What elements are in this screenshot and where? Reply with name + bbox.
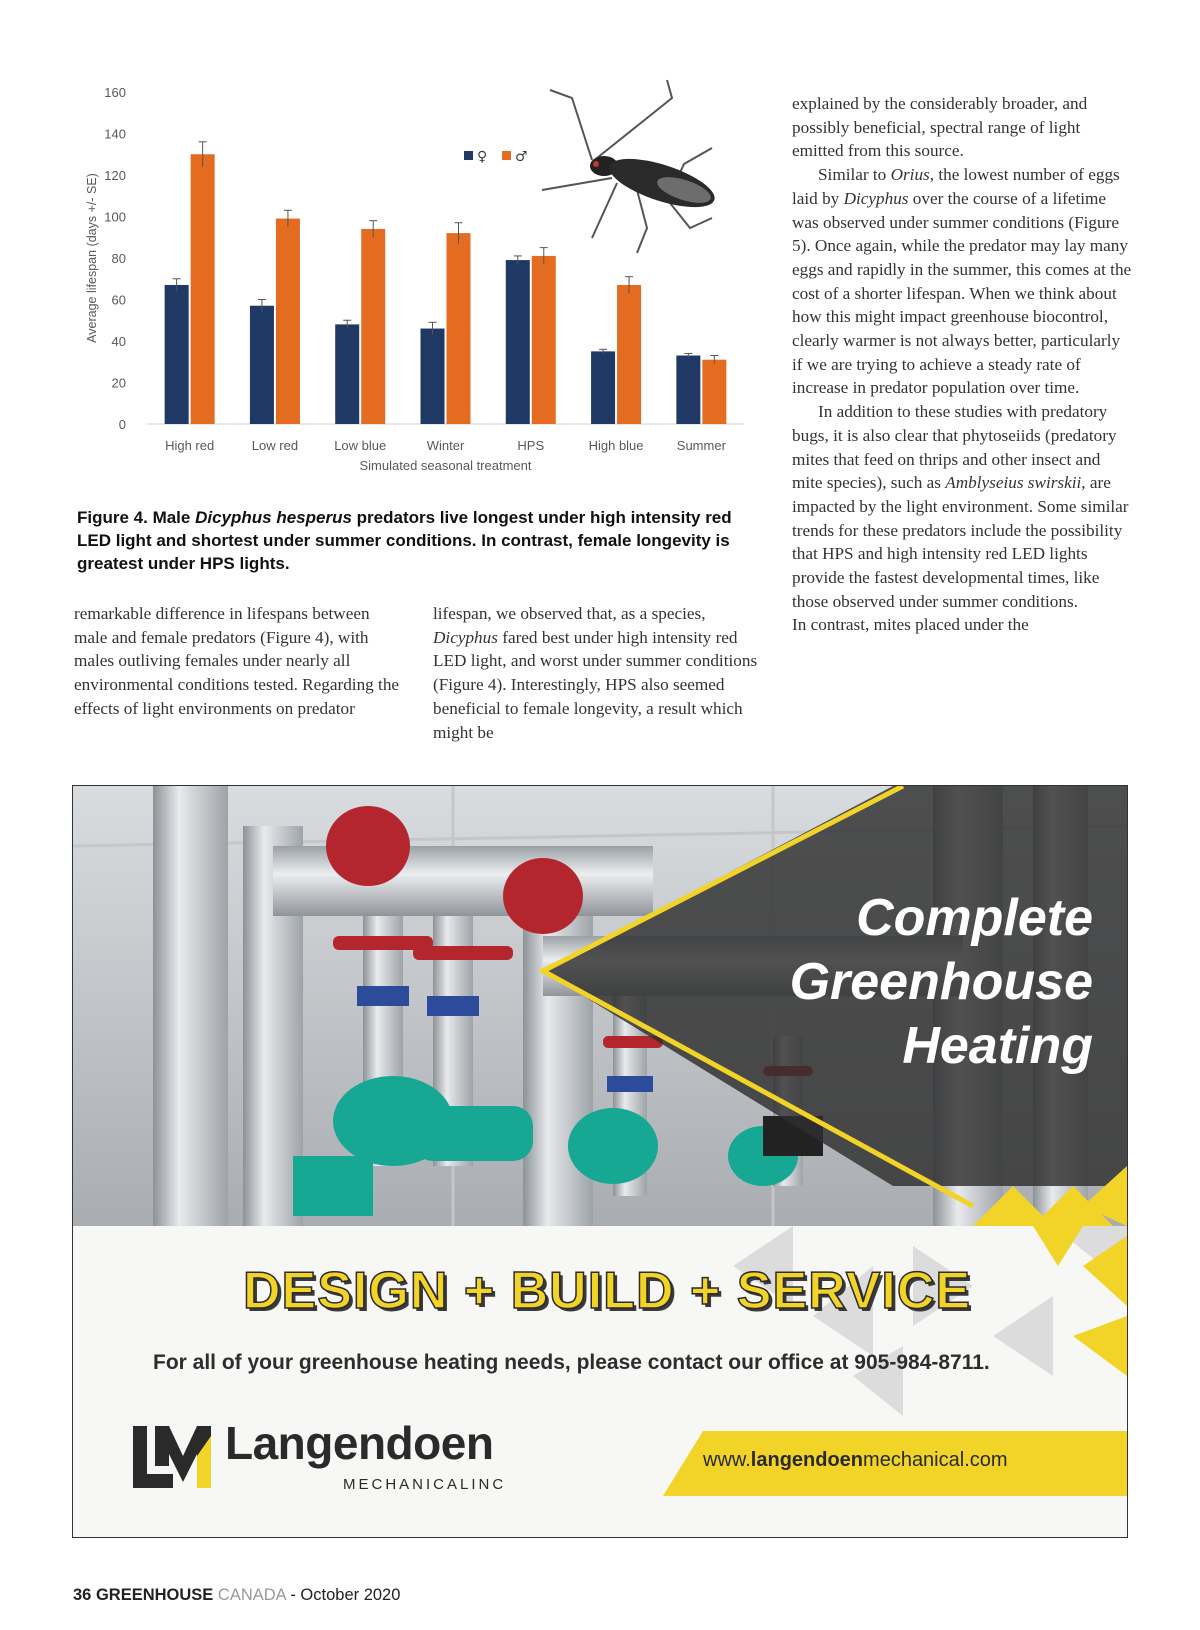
x-tick-label: Summer: [676, 438, 726, 453]
ad-url-prefix: www.: [703, 1449, 751, 1471]
ad-website-link[interactable]: [703, 1449, 1008, 1472]
x-tick-label: High blue: [588, 438, 644, 453]
insect-body: [590, 149, 720, 217]
lm-logo-icon: [133, 1426, 213, 1488]
caption-species: Dicyphus hesperus: [195, 508, 352, 527]
bar: [702, 360, 726, 424]
ad-headline: [653, 886, 1093, 1078]
y-axis-label: Average lifespan (days +/- SE): [85, 173, 99, 343]
col1-paragraph: remarkable difference in lifespans between male and female predators (Figure 4), with males outliving females under nearly all environmental conditions tested. Regarding the effects of light environments on predator: [74, 604, 400, 718]
x-tick-label: HPS: [517, 438, 545, 453]
col3-p3-text-b: , are impacted by the light environment. Some similar trends for these predators include the possibility that HPS and high intensity red LED lights provide the fastest developmental times, like those observed under summer conditions.: [792, 473, 1129, 611]
ad-company-subtitle: MECHANICALINC: [343, 1476, 507, 1493]
col3-paragraph-2: [792, 163, 1132, 400]
bar: [276, 219, 300, 424]
y-tick-label: 80: [111, 251, 126, 266]
col3-p2-text-b: , the lowest number of eggs laid by: [792, 165, 1120, 208]
y-tick-label: 40: [111, 334, 126, 349]
text-column-3: [792, 92, 1132, 637]
col3-p2-text-c: over the course of a lifetime was observed under summer conditions (Figure 5). Once again, while the predator may lay many eggs and rapidly in the summer, this comes at the cost of a shorter lifespan. When we think about how this might impact greenhouse biocontrol, clearly warmer is not always better, particularly if we are trying to achieve a steady rate of increase in predator population over time.: [792, 188, 1132, 398]
y-tick-label: 60: [111, 292, 126, 308]
bar: [335, 324, 359, 424]
figure-caption: [77, 506, 737, 575]
figure-4-chart: [72, 78, 752, 488]
legend-label: ♂: [515, 149, 528, 165]
issue-date: - October 2020: [285, 1586, 401, 1604]
col2-dicyphus: Dicyphus: [433, 627, 498, 647]
legend-label: ♀: [477, 149, 488, 165]
text-column-2: [433, 602, 763, 744]
page-number: 36: [73, 1586, 92, 1604]
y-tick-label: 160: [104, 85, 126, 100]
col3-amblyseius: Amblyseius swirskii: [945, 473, 1082, 493]
y-tick-label: 100: [104, 209, 126, 225]
ad-url-suffix: mechanical.com: [863, 1449, 1008, 1471]
y-tick-label: 20: [111, 375, 126, 391]
bar: [447, 233, 471, 424]
langendoen-advertisement: [72, 785, 1128, 1538]
magazine-name-2: CANADA: [217, 1586, 286, 1604]
legend-swatch: [502, 151, 511, 160]
col3-paragraph-4: In contrast, mites placed under the: [792, 615, 1029, 635]
ad-company-name: Langendoen: [225, 1417, 494, 1469]
caption-lead: Figure 4. Male: [77, 508, 196, 527]
y-tick-label: 140: [104, 126, 126, 142]
text-column-1: [74, 602, 404, 721]
ad-contact-line: For all of your greenhouse heating needs, please contact our office at 905-984-8711.: [153, 1351, 990, 1374]
y-tick-label: 0: [118, 417, 126, 432]
col3-p3-text-a: In addition to these studies with predatory bugs, it is also clear that phytoseiids (predatory mites that feed on thrips and other insect and mite species), such as: [792, 402, 1117, 493]
lifespan-bar-chart: [72, 78, 752, 488]
caption-rest: predators live longest under high intensity red LED light and shortest under summer conditions. In contrast, female longevity is greatest under HPS lights.: [77, 508, 732, 573]
bar: [506, 260, 530, 424]
col3-orius: Orius: [890, 165, 930, 185]
col2-text-b: fared best under high intensity red LED light, and worst under summer conditions (Figure 4). Interestingly, HPS also seemed beneficial to female longevity, a result which might be: [433, 627, 758, 742]
col3-paragraph-1: explained by the considerably broader, and possibly beneficial, spectral range of light emitted from this source.: [792, 94, 1088, 161]
ad-headline-line-3: Heating: [902, 1017, 1093, 1075]
ad-headline-line-1: Complete: [856, 889, 1093, 947]
bar: [421, 329, 445, 424]
bar: [532, 256, 556, 424]
legend-swatch: [464, 151, 473, 160]
col2-text-a: lifespan, we observed that, as a species,: [433, 604, 706, 623]
y-tick-label: 120: [104, 168, 126, 183]
magazine-name-1: GREENHOUSE: [95, 1586, 214, 1604]
ad-url-bold: langendoen: [750, 1449, 864, 1471]
x-tick-label: Winter: [426, 438, 465, 453]
page-footer: [73, 1586, 400, 1605]
x-tick-label: Low blue: [334, 438, 387, 453]
x-tick-label: Low red: [251, 438, 299, 453]
bar: [676, 356, 700, 424]
bar: [165, 285, 189, 424]
col3-p2-text-a: Similar to: [818, 165, 891, 185]
ad-headline-line-2: Greenhouse: [789, 953, 1093, 1011]
bar: [191, 154, 215, 424]
col2-paragraph: [433, 602, 763, 744]
x-tick-label: High red: [165, 438, 215, 453]
x-axis-label: Simulated seasonal treatment: [359, 458, 532, 473]
bar: [361, 229, 385, 424]
bar: [250, 306, 274, 424]
bar: [617, 285, 641, 424]
col3-dicyphus: Dicyphus: [843, 188, 909, 208]
bar: [591, 351, 615, 424]
col3-paragraph-3: [792, 400, 1132, 613]
ad-tagline: DESIGN + BUILD + SERVICE: [243, 1262, 972, 1320]
